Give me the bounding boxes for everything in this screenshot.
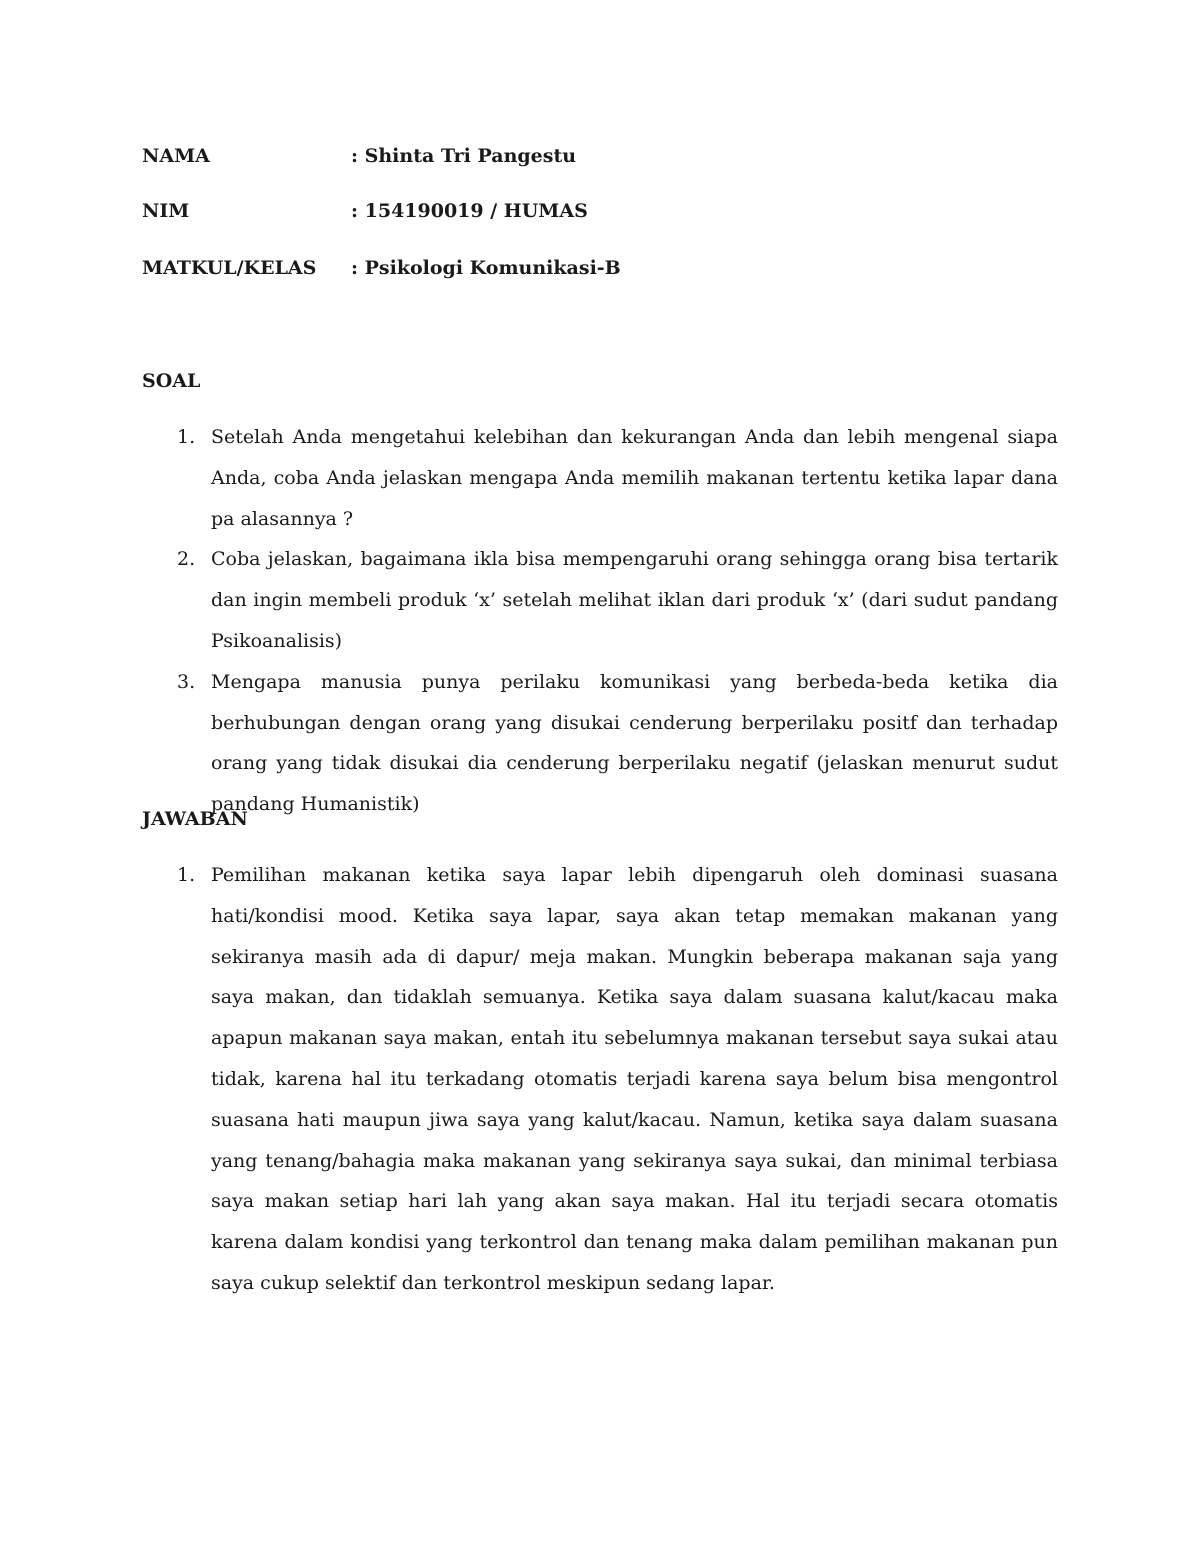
- header-value-matkul: : Psikologi Komunikasi-B: [351, 257, 621, 279]
- soal-item-text: Mengapa manusia punya perilaku komunikasi yang berbeda-beda ketika dia berhubungan dengan orang yang disukai cenderung berperilaku positf dan terhadap orang yang tidak disukai dia cenderung berperilaku negatif (jelaskan menurut sudut pandang Humanistik): [211, 670, 1058, 816]
- soal-heading: SOAL: [142, 370, 201, 392]
- header-row-nim: [142, 199, 588, 223]
- soal-item-text: Setelah Anda mengetahui kelebihan dan kekurangan Anda dan lebih mengenal siapa Anda, coba Anda jelaskan mengapa Anda memilih makanan tertentu ketika lapar dana pa alasannya ?: [211, 426, 1058, 530]
- header-label-matkul: MATKUL/KELAS: [142, 257, 317, 279]
- soal-item-2: [142, 539, 1058, 661]
- soal-list: [142, 417, 1058, 825]
- header-value-nama: : Shinta Tri Pangestu: [351, 145, 577, 167]
- soal-item-number: 3.: [177, 670, 196, 693]
- jawaban-item-1: [142, 855, 1058, 1304]
- jawaban-item-text: Pemilihan makanan ketika saya lapar lebih dipengaruh oleh dominasi suasana hati/kondisi mood. Ketika saya lapar, saya akan tetap memakan makanan yang sekiranya masih ada di dapur/ meja makan. Mungkin beberapa makanan saja yang saya makan, dan tidaklah semuanya. Ketika saya dalam suasana kalut/kacau maka apapun makanan saya makan, entah itu sebelumnya makanan tersebut saya sukai atau tidak, karena hal itu terkadang otomatis terjadi karena saya belum bisa mengontrol suasana hati maupun jiwa saya yang kalut/kacau. Namun, ketika saya dalam suasana yang tenang/bahagia maka makanan yang sekiranya saya sukai, dan minimal terbiasa saya makan setiap hari lah yang akan saya makan. Hal itu terjadi secara otomatis karena dalam kondisi yang terkontrol dan tenang maka dalam pemilihan makanan pun saya cukup selektif dan terkontrol meskipun sedang lapar.: [211, 864, 1058, 1294]
- soal-item-text: Coba jelaskan, bagaimana ikla bisa mempengaruhi orang sehingga orang bisa tertarik dan ingin membeli produk ‘x’ setelah melihat iklan dari produk ‘x’ (dari sudut pandang Psikoanalisis): [211, 548, 1058, 652]
- jawaban-list: [142, 855, 1058, 1304]
- soal-item-number: 1.: [177, 426, 196, 448]
- header-row-matkul: [142, 256, 621, 280]
- header-label-nim: NIM: [142, 200, 190, 222]
- header-label-nama: NAMA: [142, 145, 210, 167]
- header-value-nim: : 154190019 / HUMAS: [351, 200, 588, 222]
- header-row-nama: [142, 144, 576, 168]
- jawaban-item-number: 1.: [177, 864, 196, 886]
- jawaban-heading: JAWABAN: [142, 808, 248, 830]
- soal-item-1: [142, 417, 1058, 539]
- soal-item-number: 2.: [177, 548, 196, 571]
- soal-item-3: [142, 662, 1058, 825]
